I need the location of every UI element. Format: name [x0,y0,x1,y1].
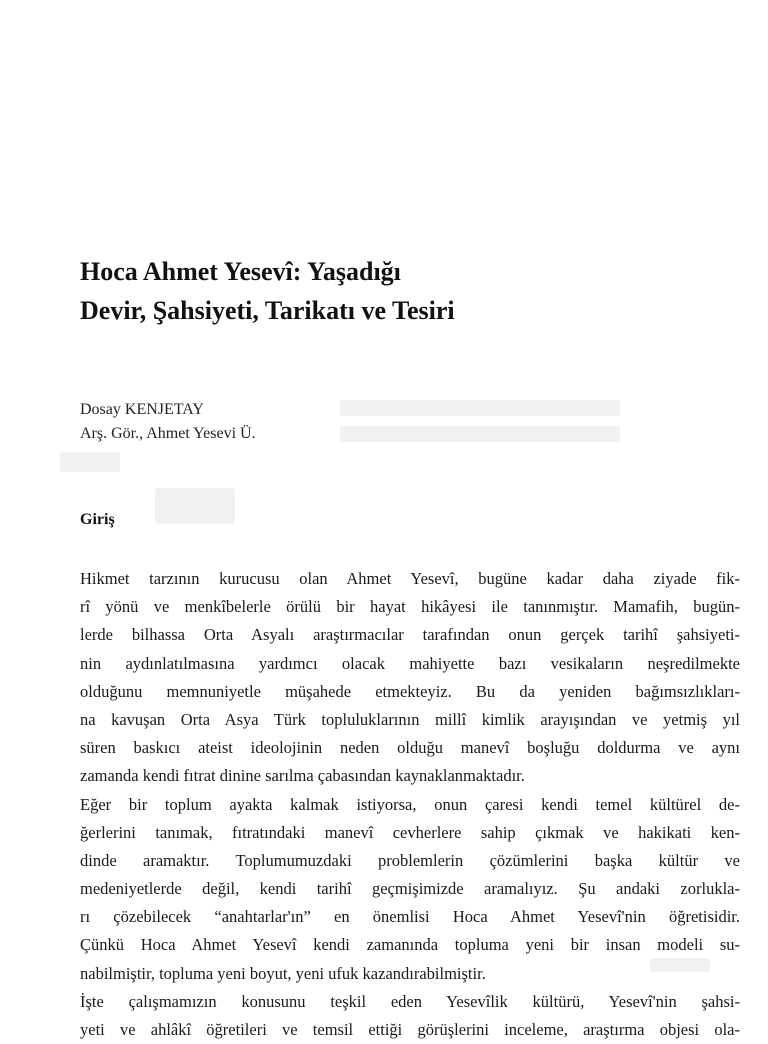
text-line: yeti ve ahlâkî öğretileri ve temsil ettiği görüşlerini inceleme, araştırma objesi ola- [80,1020,740,1039]
title-line: Hoca Ahmet Yesevî: Yaşadığı [80,257,401,286]
text-line: dinde aramaktır. Toplumumuzdaki problemlerin çözümlerini başka kültür ve [80,850,740,870]
text-line: rî yönü ve menkîbelerle örülü bir hayat hikâyesi ile tanınmıştır. Mamafih, bugün- [80,597,740,617]
text-line: İşte çalışmamızın konusunu teşkil eden Yesevîlik kültürü, Yesevî'nin şahsi- [80,991,740,1011]
author-affiliation: Arş. Gör., Ahmet Yesevi Ü. [80,425,256,442]
text-line: rı çözebilecek “anahtarlar'ın” en önemlisi Hoca Ahmet Yesevî'nin öğretisidir. [80,907,740,927]
article-title [80,252,680,330]
text-line: na kavuşan Orta Asya Türk topluluklarının millî kimlik arayışından ve yetmiş yıl [80,709,740,729]
text-line: nin aydınlatılmasına yardımcı olacak mahiyette bazı vesikaların neşredilmekte [80,653,740,673]
text-line: Çünkü Hoca Ahmet Yesevî kendi zamanında topluma yeni bir insan modeli su- [80,935,740,955]
text-line: Eğer bir toplum ayakta kalmak istiyorsa, onun çaresi kendi temel kültürel de- [80,794,740,814]
scan-artifact [155,488,235,524]
author-block [80,398,256,446]
text-line: nabilmiştir, topluma yeni boyut, yeni ufuk kazandırabilmiştir. [80,963,486,983]
text-line: olduğunu memnuniyetle müşahede etmekteyiz. Bu da yeniden bağımsızlıkları- [80,681,740,701]
scan-artifact [340,400,620,416]
scan-artifact [340,426,620,442]
scan-artifact [60,452,120,472]
section-heading: Giriş [80,511,115,528]
title-line: Devir, Şahsiyeti, Tarikatı ve Tesiri [80,296,455,325]
author-name: Dosay KENJETAY [80,401,204,418]
text-line: süren baskıcı ateist ideolojinin neden olduğu manevî boşluğu doldurma ve aynı [80,738,740,758]
text-line: lerde bilhassa Orta Asyalı araştırmacılar tarafından onun gerçek tarihî şahsiyeti- [80,625,740,645]
text-line: Hikmet tarzının kurucusu olan Ahmet Yesevî, bugüne kadar daha ziyade fik- [80,569,740,588]
text-line: zamanda kendi fıtrat dinine sarılma çabasından kaynaklanmaktadır. [80,766,525,786]
text-line: medeniyetlerde değil, kendi tarihî geçmişimizde aramalıyız. Şu andaki zorlukla- [80,879,740,899]
body-text [80,565,740,1039]
text-line: ğerlerini tanımak, fıtratındaki manevî cevherlere sahip çıkmak ve hakikati ken- [80,822,740,842]
